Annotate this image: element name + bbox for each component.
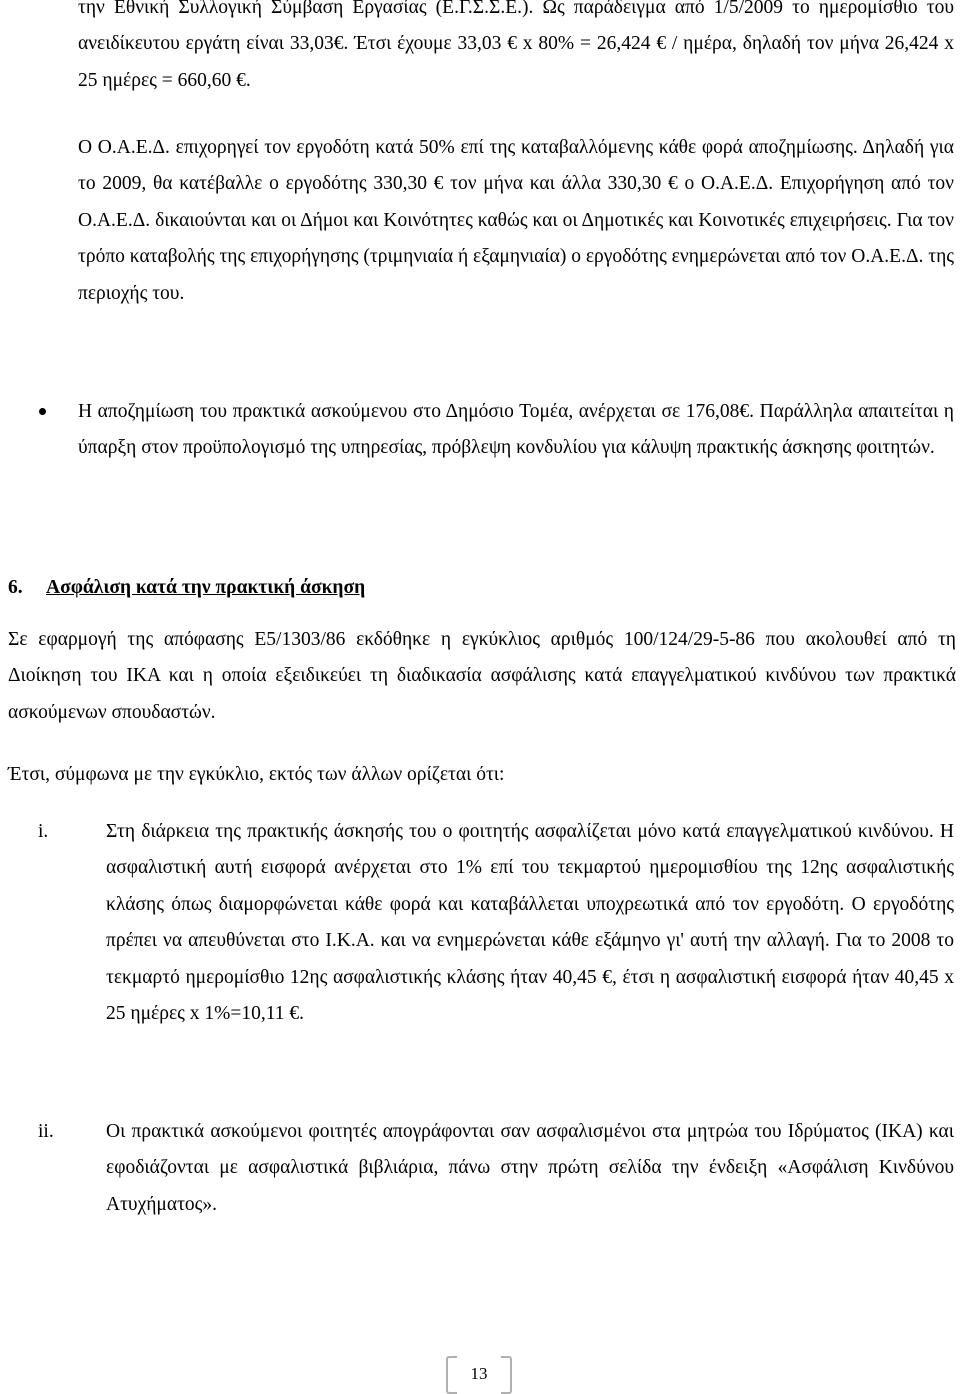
paragraph-oaed-subsidy: Ο Ο.Α.Ε.Δ. επιχορηγεί τον εργοδότη κατά 50% επί της καταβαλλόμενης κάθε φορά αποζημίωσης. Δηλαδή για το 2009, θα κατέβαλλε ο εργοδότης 330,30 € τον μήνα και άλλα 330,30 € ο Ο.Α.Ε.Δ. Επιχορήγηση από τον Ο.Α.Ε.Δ. δικαιούνται και οι Δήμοι και Κοινότητες καθώς και οι Δημοτικές και Κοινοτικές επιχειρήσεις. Για τον τρόπο καταβολής της επιχορήγησης (τριμηνιαία ή εξαμηνιαία) ο εργοδότης ενημερώνεται από τον Ο.Α.Ε.Δ. της περιοχής του. (78, 137, 954, 304)
right-bracket-icon (501, 1356, 512, 1394)
list-item-insurance-contribution: Στη διάρκεια της πρακτικής άσκησής του ο φοιτητής ασφαλίζεται μόνο κατά επαγγελματικού κινδύνου. Η ασφαλιστική αυτή εισφορά ανέρχεται στο 1% επί του τεκμαρτού ημερομισθίου της 12ης ασφαλιστικής κλάσης όπως διαμορφώνεται κάθε φορά και καταβάλλεται υποχρεωτικά από τον εργοδότη. Ο εργοδότης πρέπει να απευθύνεται στο Ι.Κ.Α. και να ενημερώνεται κάθε εξάμηνο γι' αυτή την αλλαγή. Για το 2008 το τεκμαρτό ημερομίσθιο 12ης ασφαλιστικής κλάσης ήταν 40,45 €, έτσι η ασφαλιστική εισφορά ήταν 40,45 x 25 ημέρες x 1%=10,11 €. (106, 821, 954, 1025)
page-number: 13 (470, 1364, 488, 1383)
paragraph-continued: την Εθνική Συλλογική Σύμβαση Εργασίας (Ε.Γ.Σ.Σ.Ε.). Ως παράδειγμα από 1/5/2009 το ημερομίσθιο του ανειδίκευτου εργάτη είναι 33,03€. Έτσι έχουμε 33,03 € x 80% = 26,424 € / ημέρα, δηλαδή τον μήνα 26,424 x 25 ημέρες = 660,60 €. (78, 0, 954, 91)
section-heading (8, 570, 365, 606)
paragraph-intro: Έτσι, σύμφωνα με την εγκύκλιο, εκτός των άλλων ορίζεται ότι: (8, 764, 505, 785)
section-number: 6. (8, 577, 23, 598)
bullet-dot-icon (39, 408, 46, 415)
page-number-frame (446, 1356, 512, 1392)
list-item-registration: Οι πρακτικά ασκούμενοι φοιτητές απογράφονται σαν ασφαλισμένοι στα μητρώα του Ιδρύματος (ΙΚΑ) και εφοδιάζονται με ασφαλιστικά βιβλιάρια, πάνω στην πρώτη σελίδα την ένδειξη «Ασφάλιση Κινδύνου Ατυχήματος». (106, 1121, 954, 1215)
list-item-marker: i. (38, 821, 49, 842)
paragraph-decision: Σε εφαρμογή της απόφασης Ε5/1303/86 εκδόθηκε η εγκύκλιος αριθμός 100/124/29-5-86 που ακολουθεί από τη Διοίκηση του ΙΚΑ και η οποία εξειδικεύει τη διαδικασία ασφάλισης κατά επαγγελματικού κινδύνου των πρακτικά ασκούμενων σπουδαστών. (8, 629, 956, 723)
list-item-marker: ii. (38, 1121, 54, 1142)
section-title: Ασφάλιση κατά την πρακτική άσκηση (46, 577, 366, 598)
bullet-public-sector: Η αποζημίωση του πρακτικά ασκούμενου στο Δημόσιο Τομέα, ανέρχεται σε 176,08€. Παράλληλα απαιτείται η ύπαρξη στον προϋπολογισμό της υπηρεσίας, πρόβλεψη κονδυλίου για κάλυψη πρακτικής άσκησης φοιτητών. (78, 401, 954, 459)
